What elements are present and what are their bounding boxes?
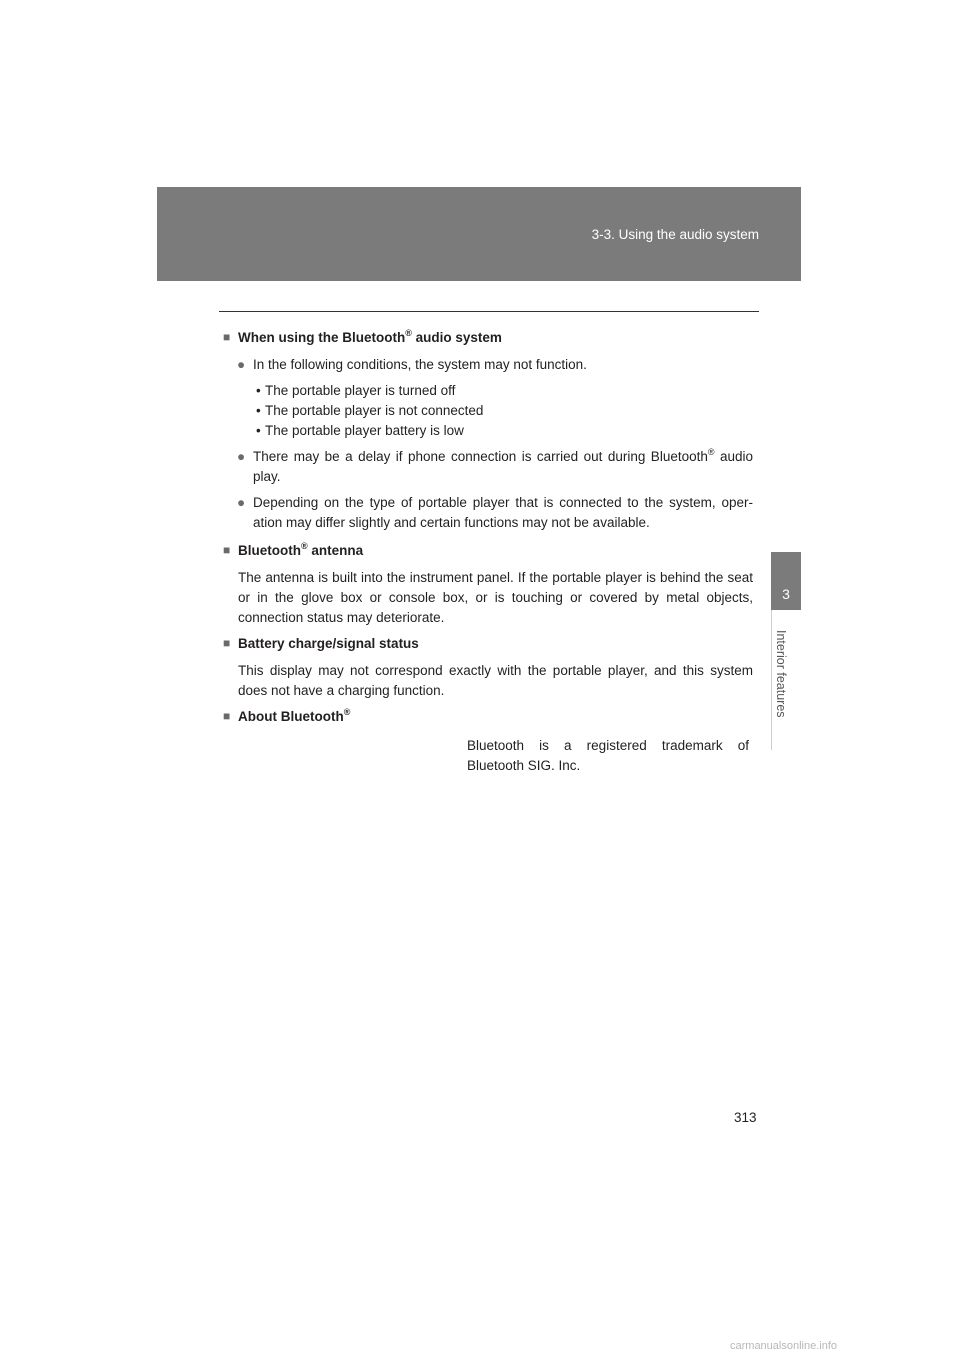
bullet-item: ● Depending on the type of portable player that is connected to the system, oper-ation may differ slightly and certain functions may not be available. bbox=[237, 495, 753, 530]
heading-battery-status: ■ Battery charge/signal status bbox=[223, 636, 419, 651]
heading-bluetooth-audio: ■ When using the Bluetooth® audio system bbox=[223, 328, 502, 345]
bullet-item: ● In the following conditions, the system may not function. bbox=[223, 355, 753, 375]
chapter-label-tab bbox=[771, 610, 801, 750]
square-bullet-icon: ■ bbox=[223, 636, 231, 650]
circle-bullet-icon: ● bbox=[237, 495, 246, 510]
sub-item: • The portable player is turned off bbox=[223, 381, 753, 401]
heading-about-bluetooth: ■ About Bluetooth® bbox=[223, 707, 351, 724]
square-bullet-icon: ■ bbox=[223, 543, 231, 557]
heading-bluetooth-antenna: ■ Bluetooth® antenna bbox=[223, 541, 364, 558]
circle-bullet-icon: ● bbox=[237, 357, 246, 372]
sub-item: • The portable player is not connected bbox=[223, 401, 753, 421]
watermark: carmanualsonline.info bbox=[730, 1340, 838, 1352]
battery-paragraph: This display may not correspond exactly with the portable player, and this system does not have a charging function. bbox=[238, 663, 753, 698]
bullet-item: ● There may be a delay if phone connection is carried out during Bluetooth® audio play. bbox=[237, 447, 753, 484]
dot-icon: • bbox=[256, 383, 261, 398]
chapter-tab bbox=[771, 552, 801, 610]
dot-icon: • bbox=[256, 423, 261, 438]
page-number: 313 bbox=[734, 1110, 757, 1125]
antenna-paragraph: The antenna is built into the instrument panel. If the portable player is behind the seat or in the glove box or console box, or is touching or covered by metal objects, connection status may deteriorate. bbox=[238, 570, 753, 625]
square-bullet-icon: ■ bbox=[223, 330, 231, 344]
trademark-note: Bluetooth is a registered trademark of Bluetooth SIG. Inc. bbox=[467, 738, 749, 773]
dot-icon: • bbox=[256, 403, 261, 418]
sub-item: • The portable player battery is low bbox=[223, 421, 753, 441]
header-band bbox=[157, 187, 801, 281]
content bbox=[223, 330, 753, 776]
square-bullet-icon: ■ bbox=[223, 709, 231, 723]
circle-bullet-icon: ● bbox=[237, 449, 246, 464]
divider-rule bbox=[219, 311, 759, 312]
chapter-number: 3 bbox=[782, 586, 790, 602]
chapter-label: Interior features bbox=[774, 630, 788, 718]
section-title: 3-3. Using the audio system bbox=[591, 227, 759, 242]
